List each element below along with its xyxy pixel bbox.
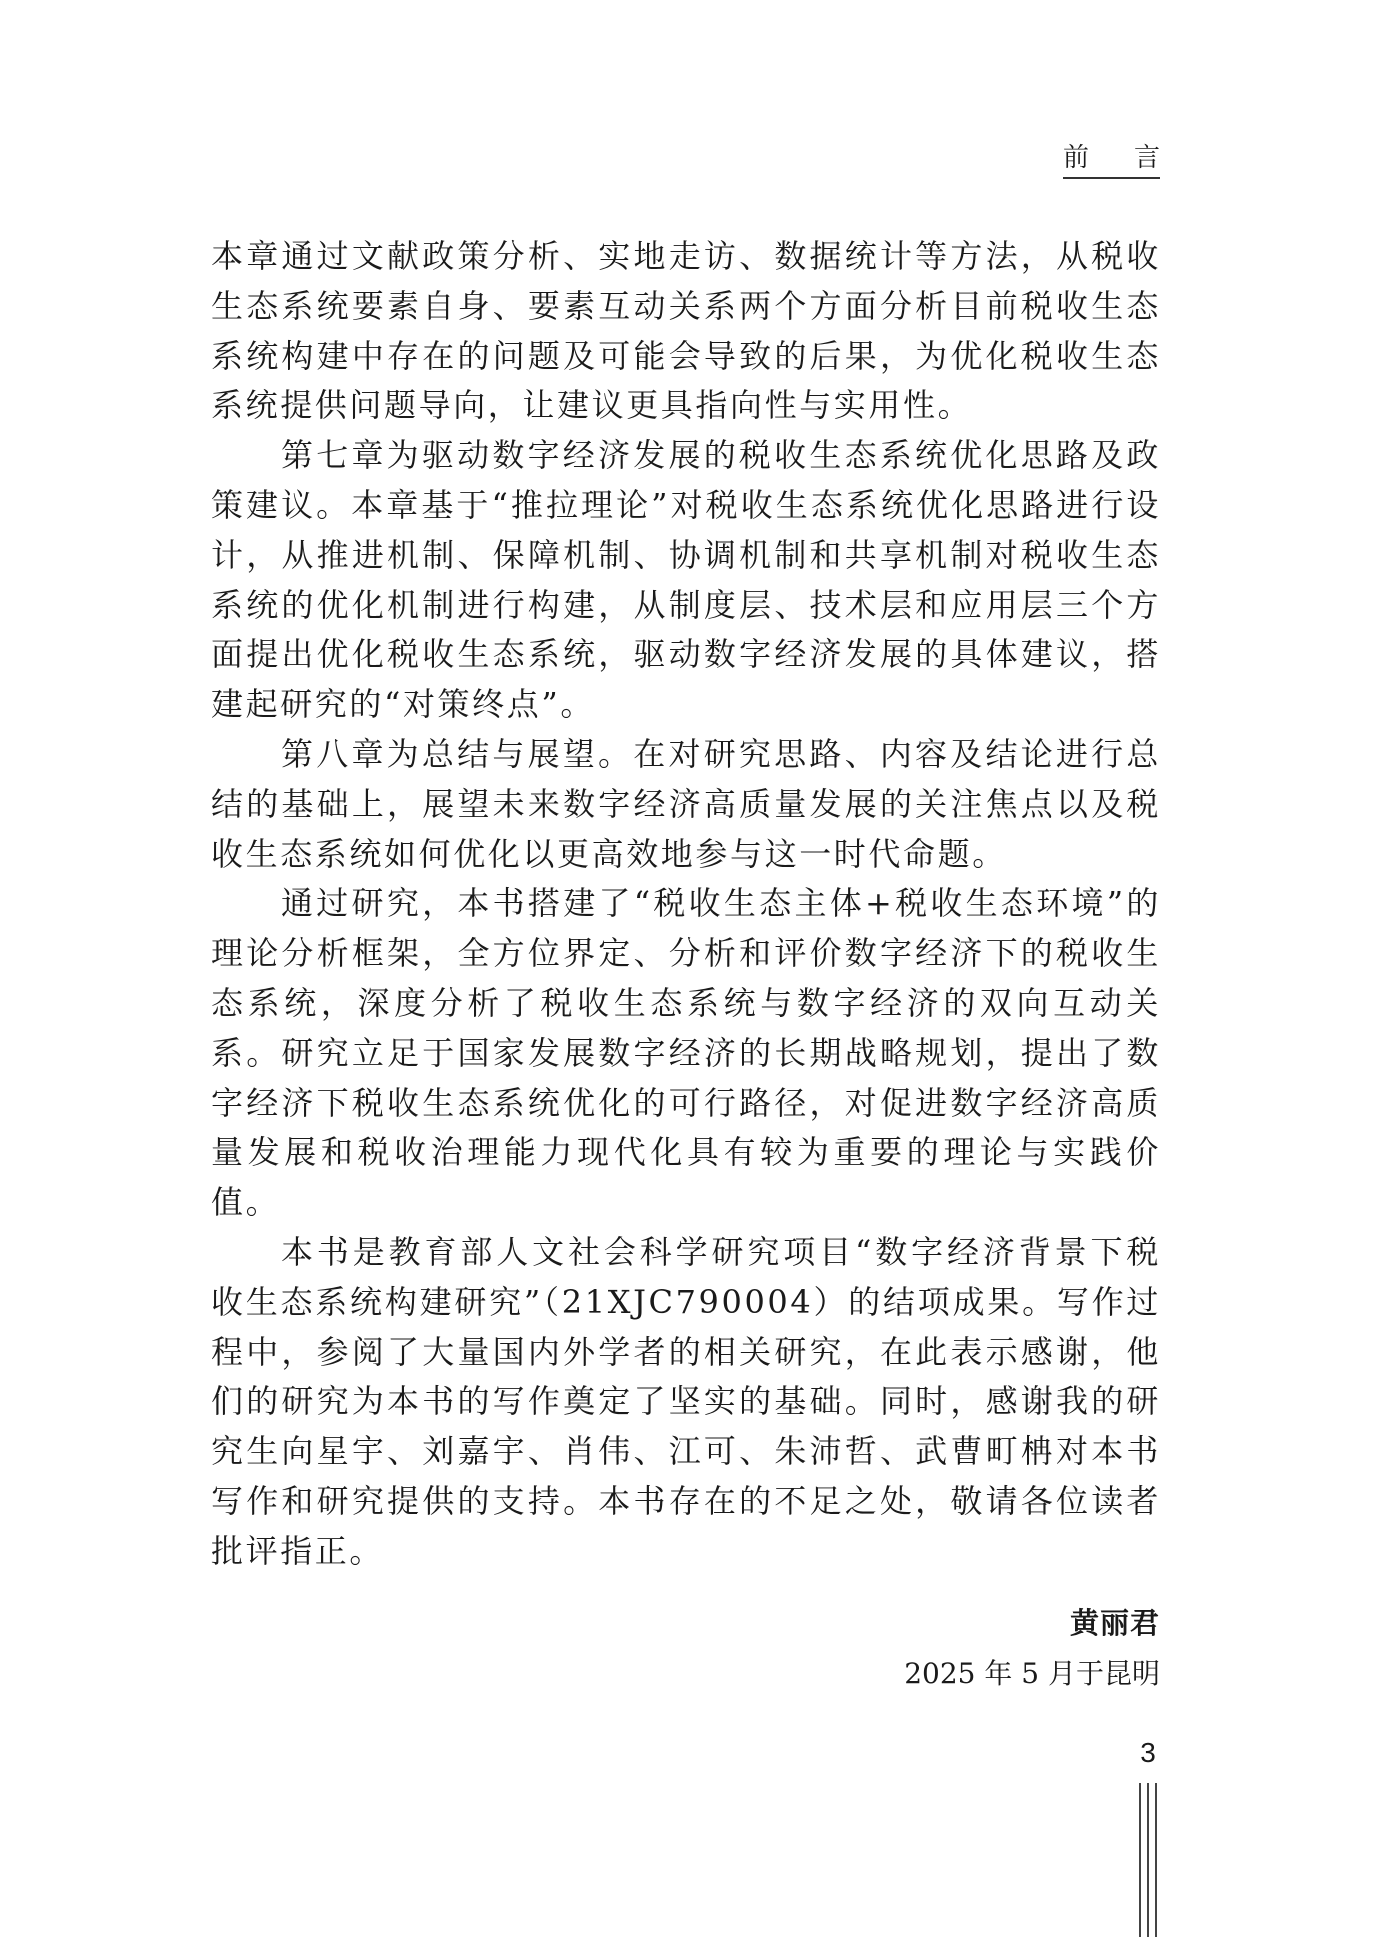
body-text — [211, 232, 1161, 1577]
running-head: 前 言 — [1063, 143, 1160, 173]
edge-line — [1139, 1783, 1141, 1937]
paragraph-3: 第八章为总结与展望。在对研究思路、内容及结论进行总结的基础上，展望未来数字经济高质量发展的关注焦点以及税收生态系统如何优化以更高效地参与这一时代命题。 — [211, 734, 1161, 873]
signature-block — [860, 1602, 1160, 1694]
paragraph-5: 本书是教育部人文社会科学研究项目“数字经济背景下税收生态系统构建研究”（21XJC790004）的结项成果。写作过程中，参阅了大量国内外学者的相关研究，在此表示感谢，他们的研究为本书的写作奠定了坚实的基础。同时，感谢我的研究生向星宇、刘嘉宇、肖伟、江可、朱沛哲、武曹町柟对本书写作和研究提供的支持。本书存在的不足之处，敬请各位读者批评指正。 — [211, 1232, 1161, 1570]
edge-line — [1147, 1783, 1149, 1937]
edge-line — [1155, 1783, 1157, 1937]
paragraph-2: 第七章为驱动数字经济发展的税收生态系统优化思路及政策建议。本章基于“推拉理论”对税收生态系统优化思路进行设计，从推进机制、保障机制、协调机制和共享机制对税收生态系统的优化机制进行构建，从制度层、技术层和应用层三个方面提出优化税收生态系统，驱动数字经济发展的具体建议，搭建起研究的“对策终点”。 — [211, 436, 1161, 724]
paragraph-1: 本章通过文献政策分析、实地走访、数据统计等方法，从税收生态系统要素自身、要素互动关系两个方面分析目前税收生态系统构建中存在的问题及可能会导致的后果，为优化税收生态系统提供问题导向，让建议更具指向性与实用性。 — [211, 237, 1161, 425]
paragraph-4: 通过研究，本书搭建了“税收生态主体+税收生态环境”的理论分析框架，全方位界定、分析和评价数字经济下的税收生态系统，深度分析了税收生态系统与数字经济的双向互动关系。研究立足于国家发展数字经济的长期战略规划，提出了数字经济下税收生态系统优化的可行路径，对促进数字经济高质量发展和税收治理能力现代化具有较为重要的理论与实践价值。 — [211, 884, 1161, 1222]
running-head-rule — [1063, 177, 1160, 179]
page-edge-lines — [1136, 1783, 1160, 1937]
date-place: 2025 年 5 月于昆明 — [904, 1657, 1160, 1690]
page-number: 3 — [1140, 1737, 1156, 1768]
author-name: 黄丽君 — [1069, 1606, 1160, 1640]
